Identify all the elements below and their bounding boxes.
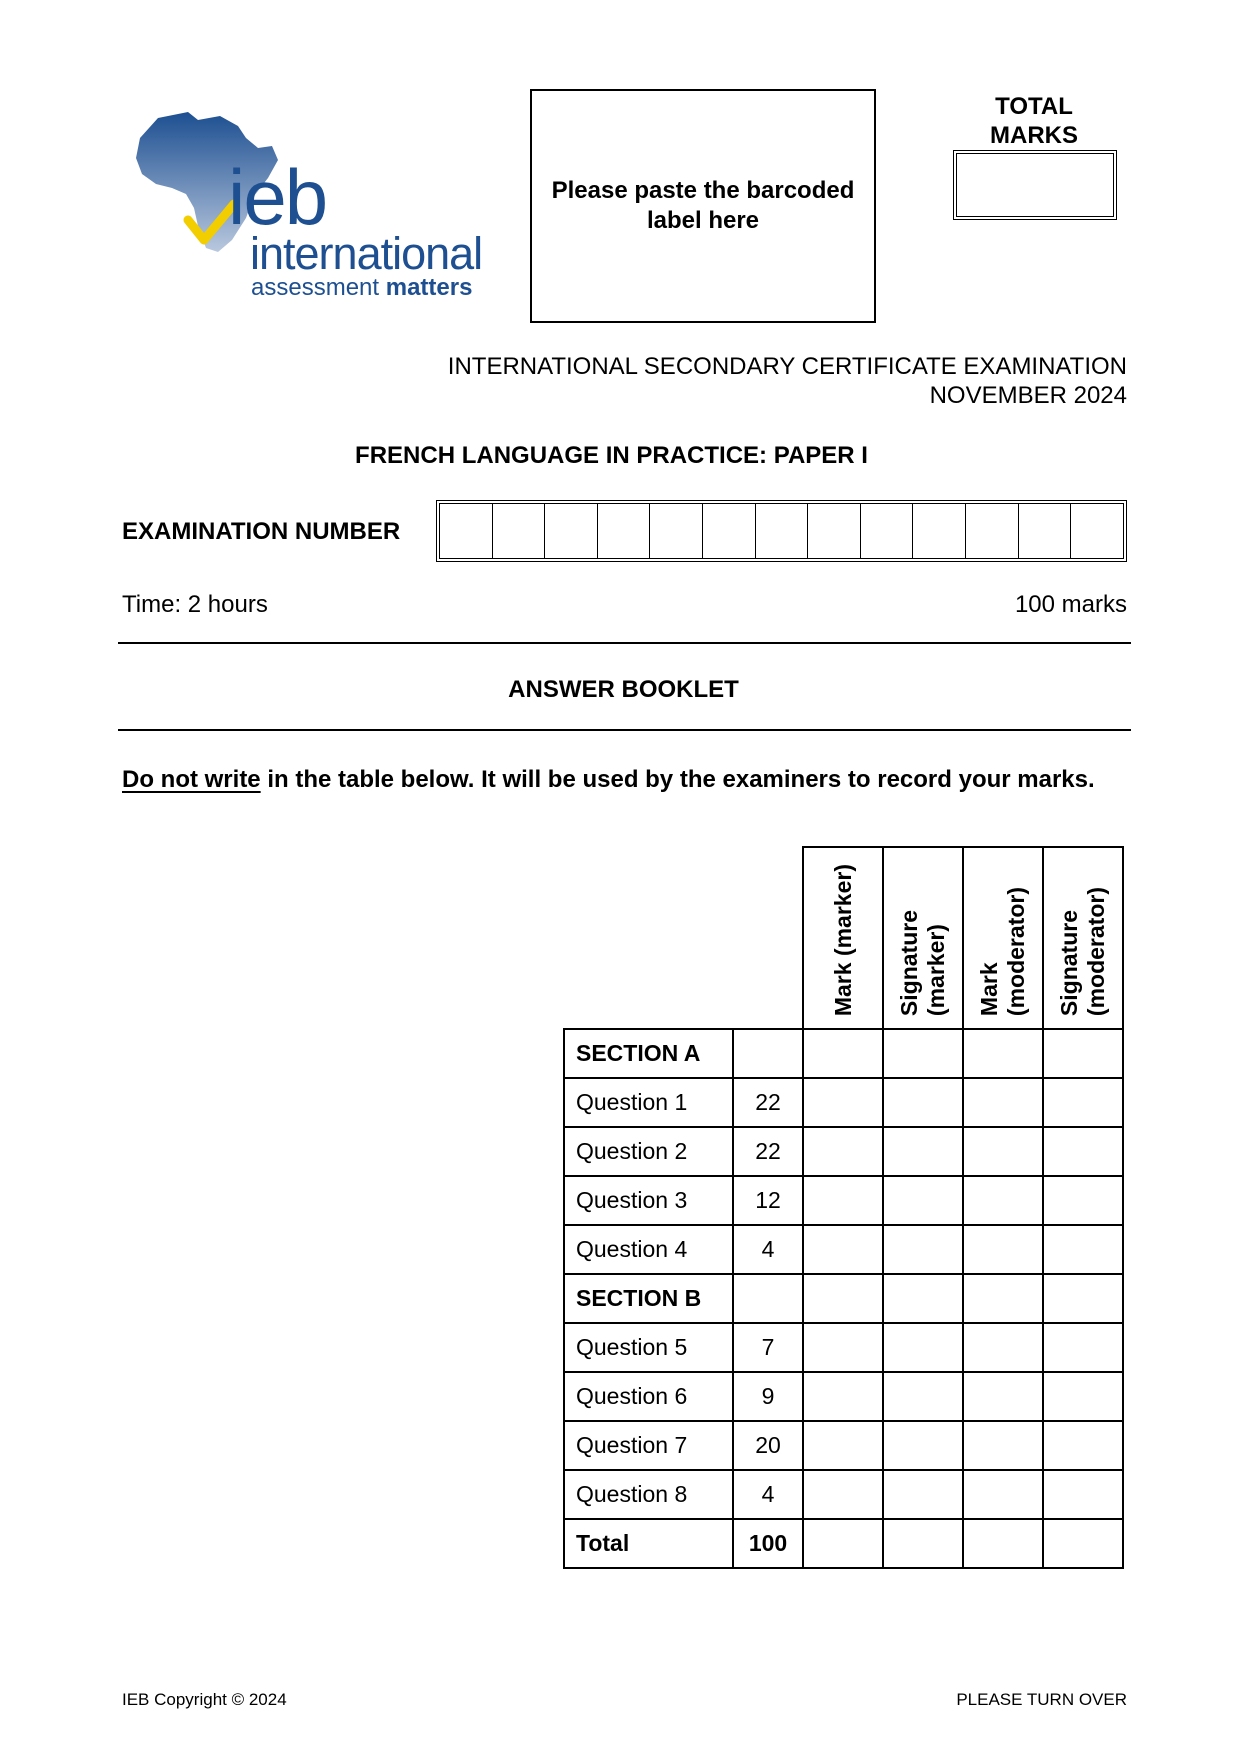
examiner-cell xyxy=(803,1029,883,1078)
ieb-logo xyxy=(128,108,488,308)
examiner-cell xyxy=(803,1470,883,1519)
row-label: SECTION B xyxy=(564,1274,733,1323)
examiner-cell xyxy=(883,1519,963,1568)
logo-wordmark: ieb xyxy=(228,153,327,241)
row-label: Question 5 xyxy=(564,1323,733,1372)
exam-date: NOVEMBER 2024 xyxy=(929,382,1127,409)
logo-subtitle: international xyxy=(250,228,483,279)
examiner-cell xyxy=(803,1323,883,1372)
row-label: Question 4 xyxy=(564,1225,733,1274)
examiner-cell xyxy=(883,1470,963,1519)
total-marks-label: TOTAL MARKS xyxy=(990,93,1078,149)
exam-number-digit-box xyxy=(545,504,598,558)
table-row xyxy=(564,1372,1123,1421)
instruction-emphasis: Do not write xyxy=(122,766,261,793)
row-label: Question 2 xyxy=(564,1127,733,1176)
exam-number-digit-box xyxy=(1071,504,1123,558)
table-row xyxy=(564,1225,1123,1274)
examiner-cell xyxy=(1043,1519,1123,1568)
examiner-cell xyxy=(963,1519,1043,1568)
row-label: Question 1 xyxy=(564,1078,733,1127)
examiner-cell xyxy=(883,1421,963,1470)
row-marks: 22 xyxy=(733,1127,803,1176)
logo-tagline-regular: assessment xyxy=(251,274,380,301)
examiner-cell xyxy=(883,1078,963,1127)
table-row xyxy=(564,1176,1123,1225)
paper-title xyxy=(0,442,1241,470)
row-marks: 4 xyxy=(733,1225,803,1274)
divider-top xyxy=(118,642,1131,644)
examiner-cell xyxy=(1043,1127,1123,1176)
exam-title: INTERNATIONAL SECONDARY CERTIFICATE EXAMINATION xyxy=(447,353,1127,380)
examiner-cell xyxy=(1043,1176,1123,1225)
column-header-text: Mark (marker) xyxy=(829,863,856,1016)
table-row xyxy=(564,1127,1123,1176)
table-row xyxy=(564,1029,1123,1078)
barcode-label-box xyxy=(530,89,876,323)
header-blank xyxy=(733,847,803,1029)
examiner-cell xyxy=(963,1372,1043,1421)
column-header xyxy=(803,847,883,1029)
row-label: SECTION A xyxy=(564,1029,733,1078)
exam-number-digit-box xyxy=(493,504,546,558)
marks-table-body xyxy=(564,1029,1123,1568)
examiner-cell xyxy=(963,1029,1043,1078)
instruction-text xyxy=(122,766,1095,794)
table-row xyxy=(564,1078,1123,1127)
logo-tagline xyxy=(251,276,472,300)
row-marks: 100 xyxy=(733,1519,803,1568)
logo-tagline-bold: matters xyxy=(385,274,473,301)
column-header xyxy=(883,847,963,1029)
row-label: Question 7 xyxy=(564,1421,733,1470)
marks-table-header xyxy=(564,847,1123,1029)
examiner-cell xyxy=(803,1274,883,1323)
row-marks: 20 xyxy=(733,1421,803,1470)
examiner-cell xyxy=(1043,1421,1123,1470)
examiner-cell xyxy=(963,1421,1043,1470)
exam-number-digit-box xyxy=(808,504,861,558)
examiner-cell xyxy=(803,1127,883,1176)
row-marks xyxy=(733,1274,803,1323)
barcode-label-text: Please paste the barcoded label here xyxy=(551,177,855,234)
column-header xyxy=(1043,847,1123,1029)
examiner-cell xyxy=(883,1274,963,1323)
examiner-cell xyxy=(963,1078,1043,1127)
examiner-cell xyxy=(963,1323,1043,1372)
examiner-cell xyxy=(883,1176,963,1225)
exam-number-digit-box xyxy=(440,504,493,558)
exam-time: Time: 2 hours xyxy=(122,591,268,618)
row-label: Question 3 xyxy=(564,1176,733,1225)
row-marks: 4 xyxy=(733,1470,803,1519)
table-row xyxy=(564,1323,1123,1372)
table-row xyxy=(564,1421,1123,1470)
column-header-text: Mark (moderator) xyxy=(976,886,1029,1016)
examiner-cell xyxy=(963,1176,1043,1225)
examiner-cell xyxy=(1043,1274,1123,1323)
exam-number-digit-box xyxy=(756,504,809,558)
examiner-cell xyxy=(963,1470,1043,1519)
total-marks-box xyxy=(953,150,1117,220)
exam-number-digit-box xyxy=(913,504,966,558)
row-marks: 7 xyxy=(733,1323,803,1372)
examiner-cell xyxy=(883,1127,963,1176)
table-row xyxy=(564,1519,1123,1568)
row-marks: 22 xyxy=(733,1078,803,1127)
marks-table xyxy=(563,846,1124,1569)
examiner-cell xyxy=(803,1078,883,1127)
examiner-cell xyxy=(883,1029,963,1078)
examiner-cell xyxy=(803,1225,883,1274)
paper-title-text: FRENCH LANGUAGE IN PRACTICE: PAPER I xyxy=(355,442,868,469)
row-label: Total xyxy=(564,1519,733,1568)
examiner-cell xyxy=(1043,1372,1123,1421)
answer-booklet-title-text: ANSWER BOOKLET xyxy=(508,676,739,703)
table-row xyxy=(564,1274,1123,1323)
divider-bottom xyxy=(118,729,1131,731)
exam-number-digit-box xyxy=(703,504,756,558)
exam-number-digit-box xyxy=(861,504,914,558)
answer-booklet-title xyxy=(0,676,1241,704)
table-row xyxy=(564,1470,1123,1519)
examiner-cell xyxy=(1043,1078,1123,1127)
exam-number-label: EXAMINATION NUMBER xyxy=(122,518,401,545)
examiner-cell xyxy=(963,1225,1043,1274)
exam-number-digit-box xyxy=(650,504,703,558)
footer-turn-over: PLEASE TURN OVER xyxy=(956,1690,1127,1709)
exam-number-digit-box xyxy=(966,504,1019,558)
footer-copyright: IEB Copyright © 2024 xyxy=(122,1690,287,1709)
column-header-text: Signature (marker) xyxy=(896,909,949,1016)
column-header-text: Signature (moderator) xyxy=(1056,886,1109,1016)
column-header xyxy=(963,847,1043,1029)
examiner-cell xyxy=(1043,1029,1123,1078)
row-marks xyxy=(733,1029,803,1078)
examiner-cell xyxy=(883,1323,963,1372)
exam-number-digit-box xyxy=(598,504,651,558)
row-label: Question 6 xyxy=(564,1372,733,1421)
exam-number-boxes xyxy=(436,500,1127,562)
exam-marks: 100 marks xyxy=(1014,591,1127,618)
row-marks: 12 xyxy=(733,1176,803,1225)
instruction-rest: in the table below. It will be used by the examiners to record your marks. xyxy=(260,766,1095,793)
examiner-cell xyxy=(1043,1225,1123,1274)
header-blank xyxy=(564,847,733,1029)
examiner-cell xyxy=(963,1127,1043,1176)
examiner-cell xyxy=(1043,1470,1123,1519)
examiner-cell xyxy=(803,1176,883,1225)
examiner-cell xyxy=(803,1372,883,1421)
row-label: Question 8 xyxy=(564,1470,733,1519)
examiner-cell xyxy=(883,1372,963,1421)
row-marks: 9 xyxy=(733,1372,803,1421)
examiner-cell xyxy=(803,1421,883,1470)
examiner-cell xyxy=(803,1519,883,1568)
exam-number-digit-box xyxy=(1019,504,1072,558)
examiner-cell xyxy=(1043,1323,1123,1372)
examiner-cell xyxy=(883,1225,963,1274)
examiner-cell xyxy=(963,1274,1043,1323)
